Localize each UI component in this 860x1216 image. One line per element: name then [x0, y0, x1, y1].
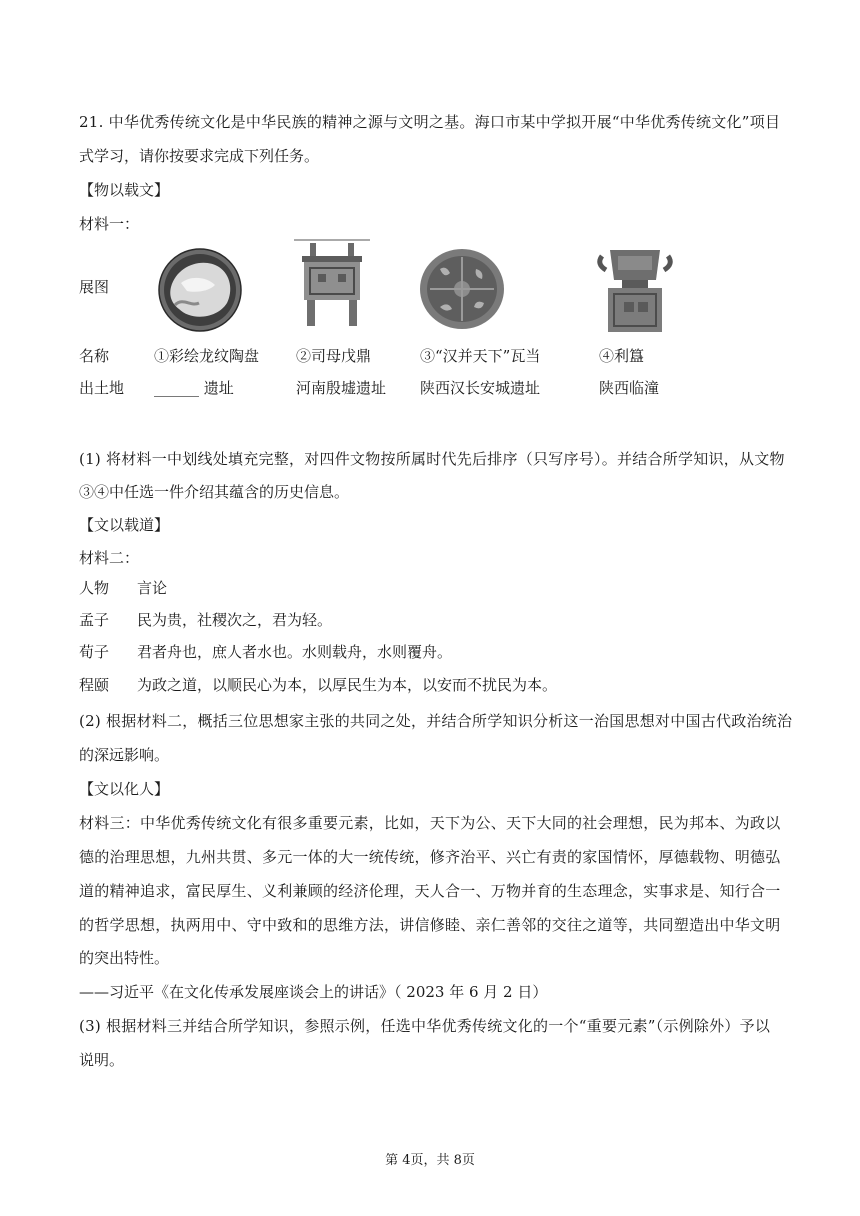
- artifact-4-site: 陕西临潼: [599, 379, 660, 397]
- thinker-1-quote: 民为贵，社稷次之，君为轻。: [137, 611, 333, 629]
- material-two-label: 材料二：: [79, 549, 140, 567]
- section-heading-culture: 【文以化人】: [79, 780, 170, 798]
- row-label-name: 名称: [79, 347, 110, 365]
- artifact-1-site: [154, 378, 234, 398]
- simuwu-ding-icon: [294, 238, 370, 328]
- question-intro-line-2: 式学习，请你按要求完成下列任务。: [79, 147, 320, 165]
- artifact-1-site-blank[interactable]: ______: [154, 379, 199, 397]
- section-heading-objects: 【物以载文】: [79, 181, 170, 199]
- material-three-line-1: 材料三：中华优秀传统文化有很多重要元素，比如，天下为公、天下大同的社会理想，民为邦本、为政以: [79, 814, 781, 832]
- thinker-1-name: 孟子: [79, 611, 110, 629]
- artifact-2-name: ②司母戊鼎: [296, 347, 372, 365]
- artifact-4-name: ④利簋: [599, 347, 645, 365]
- section-heading-ideas: 【文以载道】: [79, 516, 170, 534]
- artifact-1-site-suffix: 遗址: [203, 379, 234, 397]
- material-one-label: 材料一：: [79, 215, 140, 233]
- eave-tile-icon: [418, 247, 506, 331]
- question-3-line-1: (3) 根据材料三并结合所学知识，参照示例，任选中华优秀传统文化的一个“重要元素”（示例除外）予以: [79, 1017, 771, 1035]
- row-label-site: 出土地: [79, 379, 125, 397]
- thinker-2-quote: 君者舟也，庶人者水也。水则载舟，水则覆舟。: [137, 643, 453, 661]
- question-intro-line-1: 21. 中华优秀传统文化是中华民族的精神之源与文明之基。海口市某中学拟开展“中华优秀传统文化”项目: [79, 113, 781, 131]
- artifact-3-site: 陕西汉长安城遗址: [420, 379, 541, 397]
- artifact-1-name: ①彩绘龙纹陶盘: [154, 347, 260, 365]
- question-2-line-2: 的深远影响。: [79, 746, 170, 764]
- question-2-line-1: (2) 根据材料二，概括三位思想家主张的共同之处，并结合所学知识分析这一治国思想对中国古代政治统治: [79, 712, 793, 730]
- material-three-line-4: 的哲学思想，执两用中、守中致和的思维方法，讲信修睦、亲仁善邻的交往之道等，共同塑造出中华文明: [79, 916, 781, 934]
- question-1-line-1: (1) 将材料一中划线处填充完整，对四件文物按所属时代先后排序（只写序号）。并结合所学知识，从文物: [79, 450, 785, 468]
- artifact-2-site: 河南殷墟遗址: [296, 379, 387, 397]
- material-three-line-2: 德的治理思想，九州共贯、多元一体的大一统传统，修齐治平、兴亡有责的家国情怀，厚德载物、明德弘: [79, 848, 781, 866]
- page-number: 第 4页，共 8页: [385, 1153, 475, 1168]
- question-3-line-2: 说明。: [79, 1051, 125, 1069]
- question-1-line-2: ③④中任选一件介绍其蕴含的历史信息。: [79, 483, 350, 501]
- artifact-3-name: ③“汉并天下”瓦当: [420, 347, 541, 365]
- thinker-2-name: 荀子: [79, 643, 110, 661]
- row-label-image: 展图: [79, 278, 110, 296]
- material-three-line-5: 的突出特性。: [79, 949, 170, 967]
- li-gui-vessel-icon: [596, 244, 674, 336]
- painted-pottery-plate-icon: [157, 247, 243, 333]
- material-three-source: ——习近平《在文化传承发展座谈会上的讲话》（ 2023 年 6 月 2 日）: [79, 983, 548, 1001]
- table-header-person: 人物: [79, 579, 110, 597]
- material-three-line-3: 道的精神追求，富民厚生、义利兼顾的经济伦理，天人合一、万物并育的生态理念，实事求是、知行合一: [79, 882, 781, 900]
- thinker-3-name: 程颐: [79, 676, 110, 694]
- thinker-3-quote: 为政之道，以顺民心为本，以厚民生为本，以安而不扰民为本。: [137, 676, 558, 694]
- table-header-quote: 言论: [137, 579, 168, 597]
